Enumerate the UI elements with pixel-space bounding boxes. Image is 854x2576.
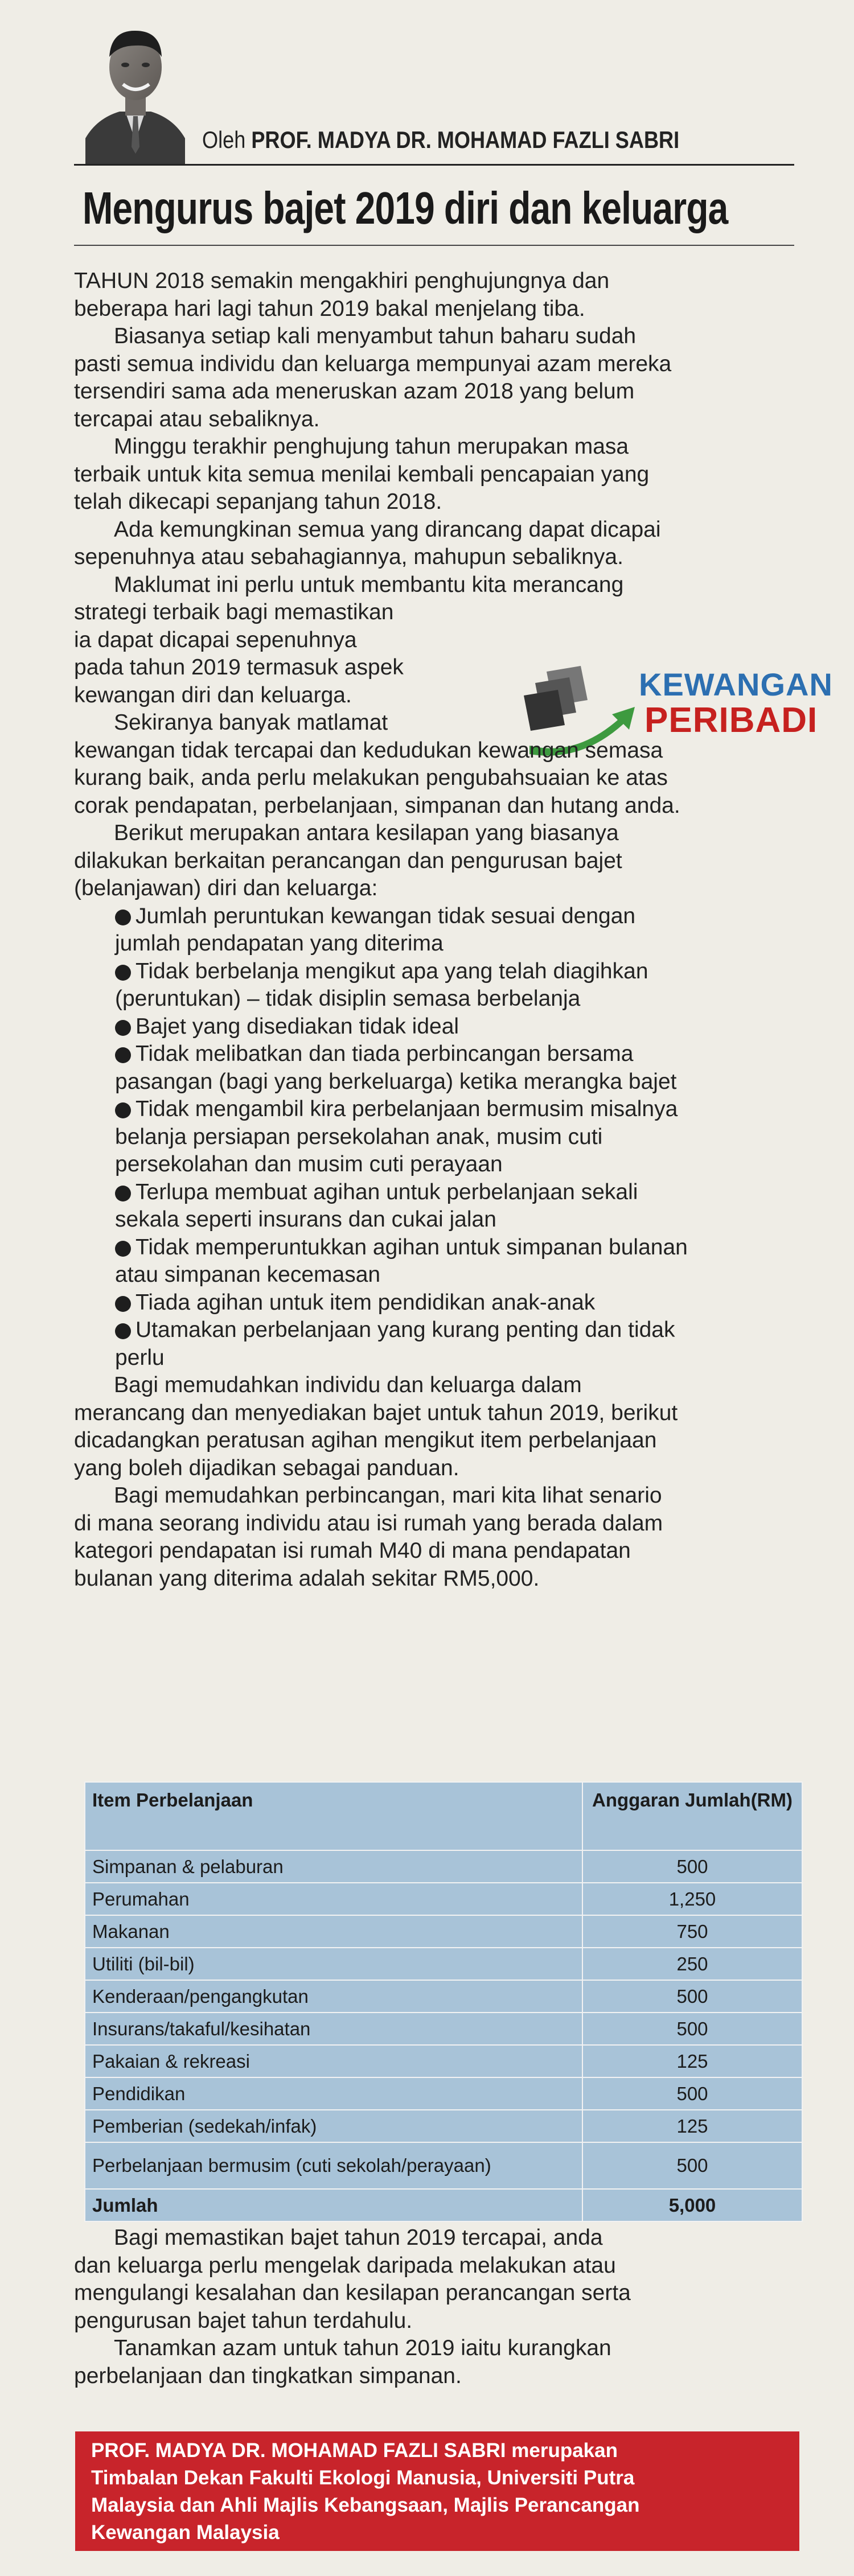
row-item: Pakaian & rekreasi [85,2045,582,2077]
body-line: sepenuhnya atau sebahagiannya, mahupun sebaliknya. [74,545,623,569]
bio-line: Timbalan Dekan Fakulti Ekologi Manusia, Universiti Putra [91,2467,635,2489]
table-row [85,1915,802,1948]
table-header-row [85,1782,802,1850]
body-line: corak pendapatan, perbelanjaan, simpanan dan hutang anda. [74,793,680,818]
body-line: pasti semua individu dan keluarga mempunyai azam mereka [74,351,672,376]
body-line: Biasanya setiap kali menyambut tahun baharu sudah [114,324,637,348]
row-item: Simpanan & pelaburan [85,1850,582,1883]
bullet-continuation: belanja persiapan persekolahan anak, musim cuti [115,1124,603,1149]
body-line: kurang baik, anda perlu melakukan pengubahsuaian ke atas [74,766,668,790]
logo-text-kewangan: KEWANGAN [639,666,833,702]
body-line: tercapai atau sebaliknya. [74,406,320,431]
row-amount: 500 [582,1850,802,1883]
bio-line: PROF. MADYA DR. MOHAMAD FAZLI SABRI merupakan [91,2439,618,2462]
body-line: beberapa hari lagi tahun 2019 bakal menjelang tiba. [74,296,585,321]
total-label: Jumlah [85,2189,582,2221]
row-amount: 1,250 [582,1883,802,1915]
bullet-continuation: persekolahan dan musim cuti perayaan [115,1152,503,1176]
body-line: Maklumat ini perlu untuk membantu kita merancang [114,572,624,597]
row-item: Utiliti (bil-bil) [85,1948,582,1980]
body-line: Bagi memudahkan perbincangan, mari kita lihat senario [114,1483,662,1508]
bullet-item: Jumlah peruntukan kewangan tidak sesuai dengan [74,903,803,931]
body-line: mengulangi kesalahan dan kesilapan perancangan serta [74,2281,631,2305]
table-row [85,1883,802,1915]
body-line: dicadangkan peratusan agihan mengikut item perbelanjaan [74,1428,657,1452]
body-line: kewangan diri dan keluarga. [74,682,352,707]
bio-line: Kewangan Malaysia [91,2521,280,2544]
body-line: yang boleh dijadikan sebagai panduan. [74,1455,459,1480]
table-row [85,1980,802,2013]
body-line: bulanan yang diterima adalah sekitar RM5,000. [74,1566,540,1591]
body-line: dilakukan berkaitan perancangan dan pengurusan bajet [74,848,622,873]
row-item: Insurans/takaful/kesihatan [85,2013,582,2045]
table-row [85,1948,802,1980]
row-item: Kenderaan/pengangkutan [85,1980,582,2013]
header-rule [74,164,794,166]
body-line: TAHUN 2018 semakin mengakhiri penghujungnya dan [74,269,610,293]
body-line: Ada kemungkinan semua yang dirancang dapat dicapai [114,517,661,542]
table-row [85,2045,802,2077]
bullet-icon [115,1102,131,1118]
body-line: pada tahun 2019 termasuk aspek [74,655,404,680]
bullet-icon [115,965,131,981]
row-amount: 750 [582,1915,802,1948]
bullet-icon [115,1241,131,1257]
bullet-continuation: sekala seperti insurans dan cukai jalan [115,1207,496,1232]
bullet-continuation: perlu [115,1345,165,1370]
row-amount: 500 [582,2142,802,2189]
row-amount: 500 [582,2013,802,2045]
body-line: Berikut merupakan antara kesilapan yang biasanya [114,821,619,845]
table-row [85,2013,802,2045]
bullet-item: Terlupa membuat agihan untuk perbelanjaan sekali [74,1179,803,1207]
bullet-icon [115,1186,131,1201]
bullet-item: Tidak memperuntukkan agihan untuk simpanan bulanan [74,1234,803,1262]
table-total-row [85,2189,802,2221]
bullet-icon [115,1296,131,1312]
bullet-icon [115,1323,131,1339]
header-item: Item Perbelanjaan [85,1782,582,1850]
article-closing [74,2224,803,2390]
row-item: Perbelanjaan bermusim (cuti sekolah/perayaan) [85,2142,582,2189]
row-item: Pemberian (sedekah/infak) [85,2110,582,2142]
row-amount: 125 [582,2110,802,2142]
bullet-item: Tidak melibatkan dan tiada perbincangan bersama [74,1040,803,1068]
headline-rule [74,245,794,246]
body-line: ia dapat dicapai sepenuhnya [74,627,357,652]
header-amount: Anggaran Jumlah(RM) [582,1782,802,1850]
bullet-icon [115,1020,131,1036]
bullet-continuation: atau simpanan kecemasan [115,1262,381,1287]
body-line: pengurusan bajet tahun terdahulu. [74,2308,413,2333]
article-body [74,268,803,1592]
body-line: Bagi memastikan bajet tahun 2019 tercapai, anda [114,2225,603,2250]
bullet-icon [115,910,131,925]
byline-prefix: Oleh [202,126,246,153]
author-photo [85,10,185,164]
budget-table [84,1781,803,2222]
logo-text-peribadi: PERIBADI [644,701,818,740]
body-line: perbelanjaan dan tingkatkan simpanan. [74,2363,462,2388]
row-amount: 125 [582,2045,802,2077]
body-line: telah dikecapi sepanjang tahun 2018. [74,489,442,514]
body-line: kategori pendapatan isi rumah M40 di mana pendapatan [74,1538,631,1563]
body-line: Tanamkan azam untuk tahun 2019 iaitu kurangkan [114,2336,611,2360]
bullet-item: Utamakan perbelanjaan yang kurang penting dan tidak [74,1316,803,1344]
row-item: Perumahan [85,1883,582,1915]
bullet-continuation: (peruntukan) – tidak disiplin semasa berbelanja [115,986,581,1011]
body-line: di mana seorang individu atau isi rumah yang berada dalam [74,1511,663,1536]
body-line: terbaik untuk kita semua menilai kembali pencapaian yang [74,462,650,487]
bullet-continuation: pasangan (bagi yang berkeluarga) ketika merangka bajet [115,1069,677,1094]
table-row [85,2077,802,2110]
row-amount: 500 [582,2077,802,2110]
author-name: PROF. MADYA DR. MOHAMAD FAZLI SABRI [251,126,680,153]
row-amount: 500 [582,1980,802,2013]
table-row [85,1850,802,1883]
body-line: Bagi memudahkan individu dan keluarga dalam [114,1373,582,1397]
table-row [85,2110,802,2142]
bullet-item: Tiada agihan untuk item pendidikan anak-anak [74,1289,803,1317]
total-amount: 5,000 [582,2189,802,2221]
author-byline [202,126,692,154]
bullet-item: Tidak mengambil kira perbelanjaan bermusim misalnya [74,1096,803,1124]
body-line: Minggu terakhir penghujung tahun merupakan masa [114,434,629,459]
row-item: Pendidikan [85,2077,582,2110]
author-bio-box [75,2431,799,2551]
body-line: tersendiri sama ada meneruskan azam 2018 yang belum [74,379,635,404]
row-item: Makanan [85,1915,582,1948]
bullet-icon [115,1047,131,1063]
bullet-item: Bajet yang disediakan tidak ideal [74,1013,803,1041]
bullet-item: Tidak berbelanja mengikut apa yang telah diagihkan [74,958,803,986]
body-line: strategi terbaik bagi memastikan [74,600,394,624]
article-headline: Mengurus bajet 2019 diri dan keluarga [83,183,728,233]
body-line: Sekiranya banyak matlamat [114,710,388,735]
body-line: merancang dan menyediakan bajet untuk tahun 2019, berikut [74,1400,678,1425]
table-row [85,2142,802,2189]
body-line: dan keluarga perlu mengelak daripada melakukan atau [74,2253,616,2278]
body-line: (belanjawan) diri dan keluarga: [74,876,378,900]
row-amount: 250 [582,1948,802,1980]
bullet-continuation: jumlah pendapatan yang diterima [115,931,444,956]
body-line: kewangan tidak tercapai dan kedudukan kewangan semasa [74,738,663,763]
bio-line: Malaysia dan Ahli Majlis Kebangsaan, Majlis Perancangan [91,2494,640,2516]
